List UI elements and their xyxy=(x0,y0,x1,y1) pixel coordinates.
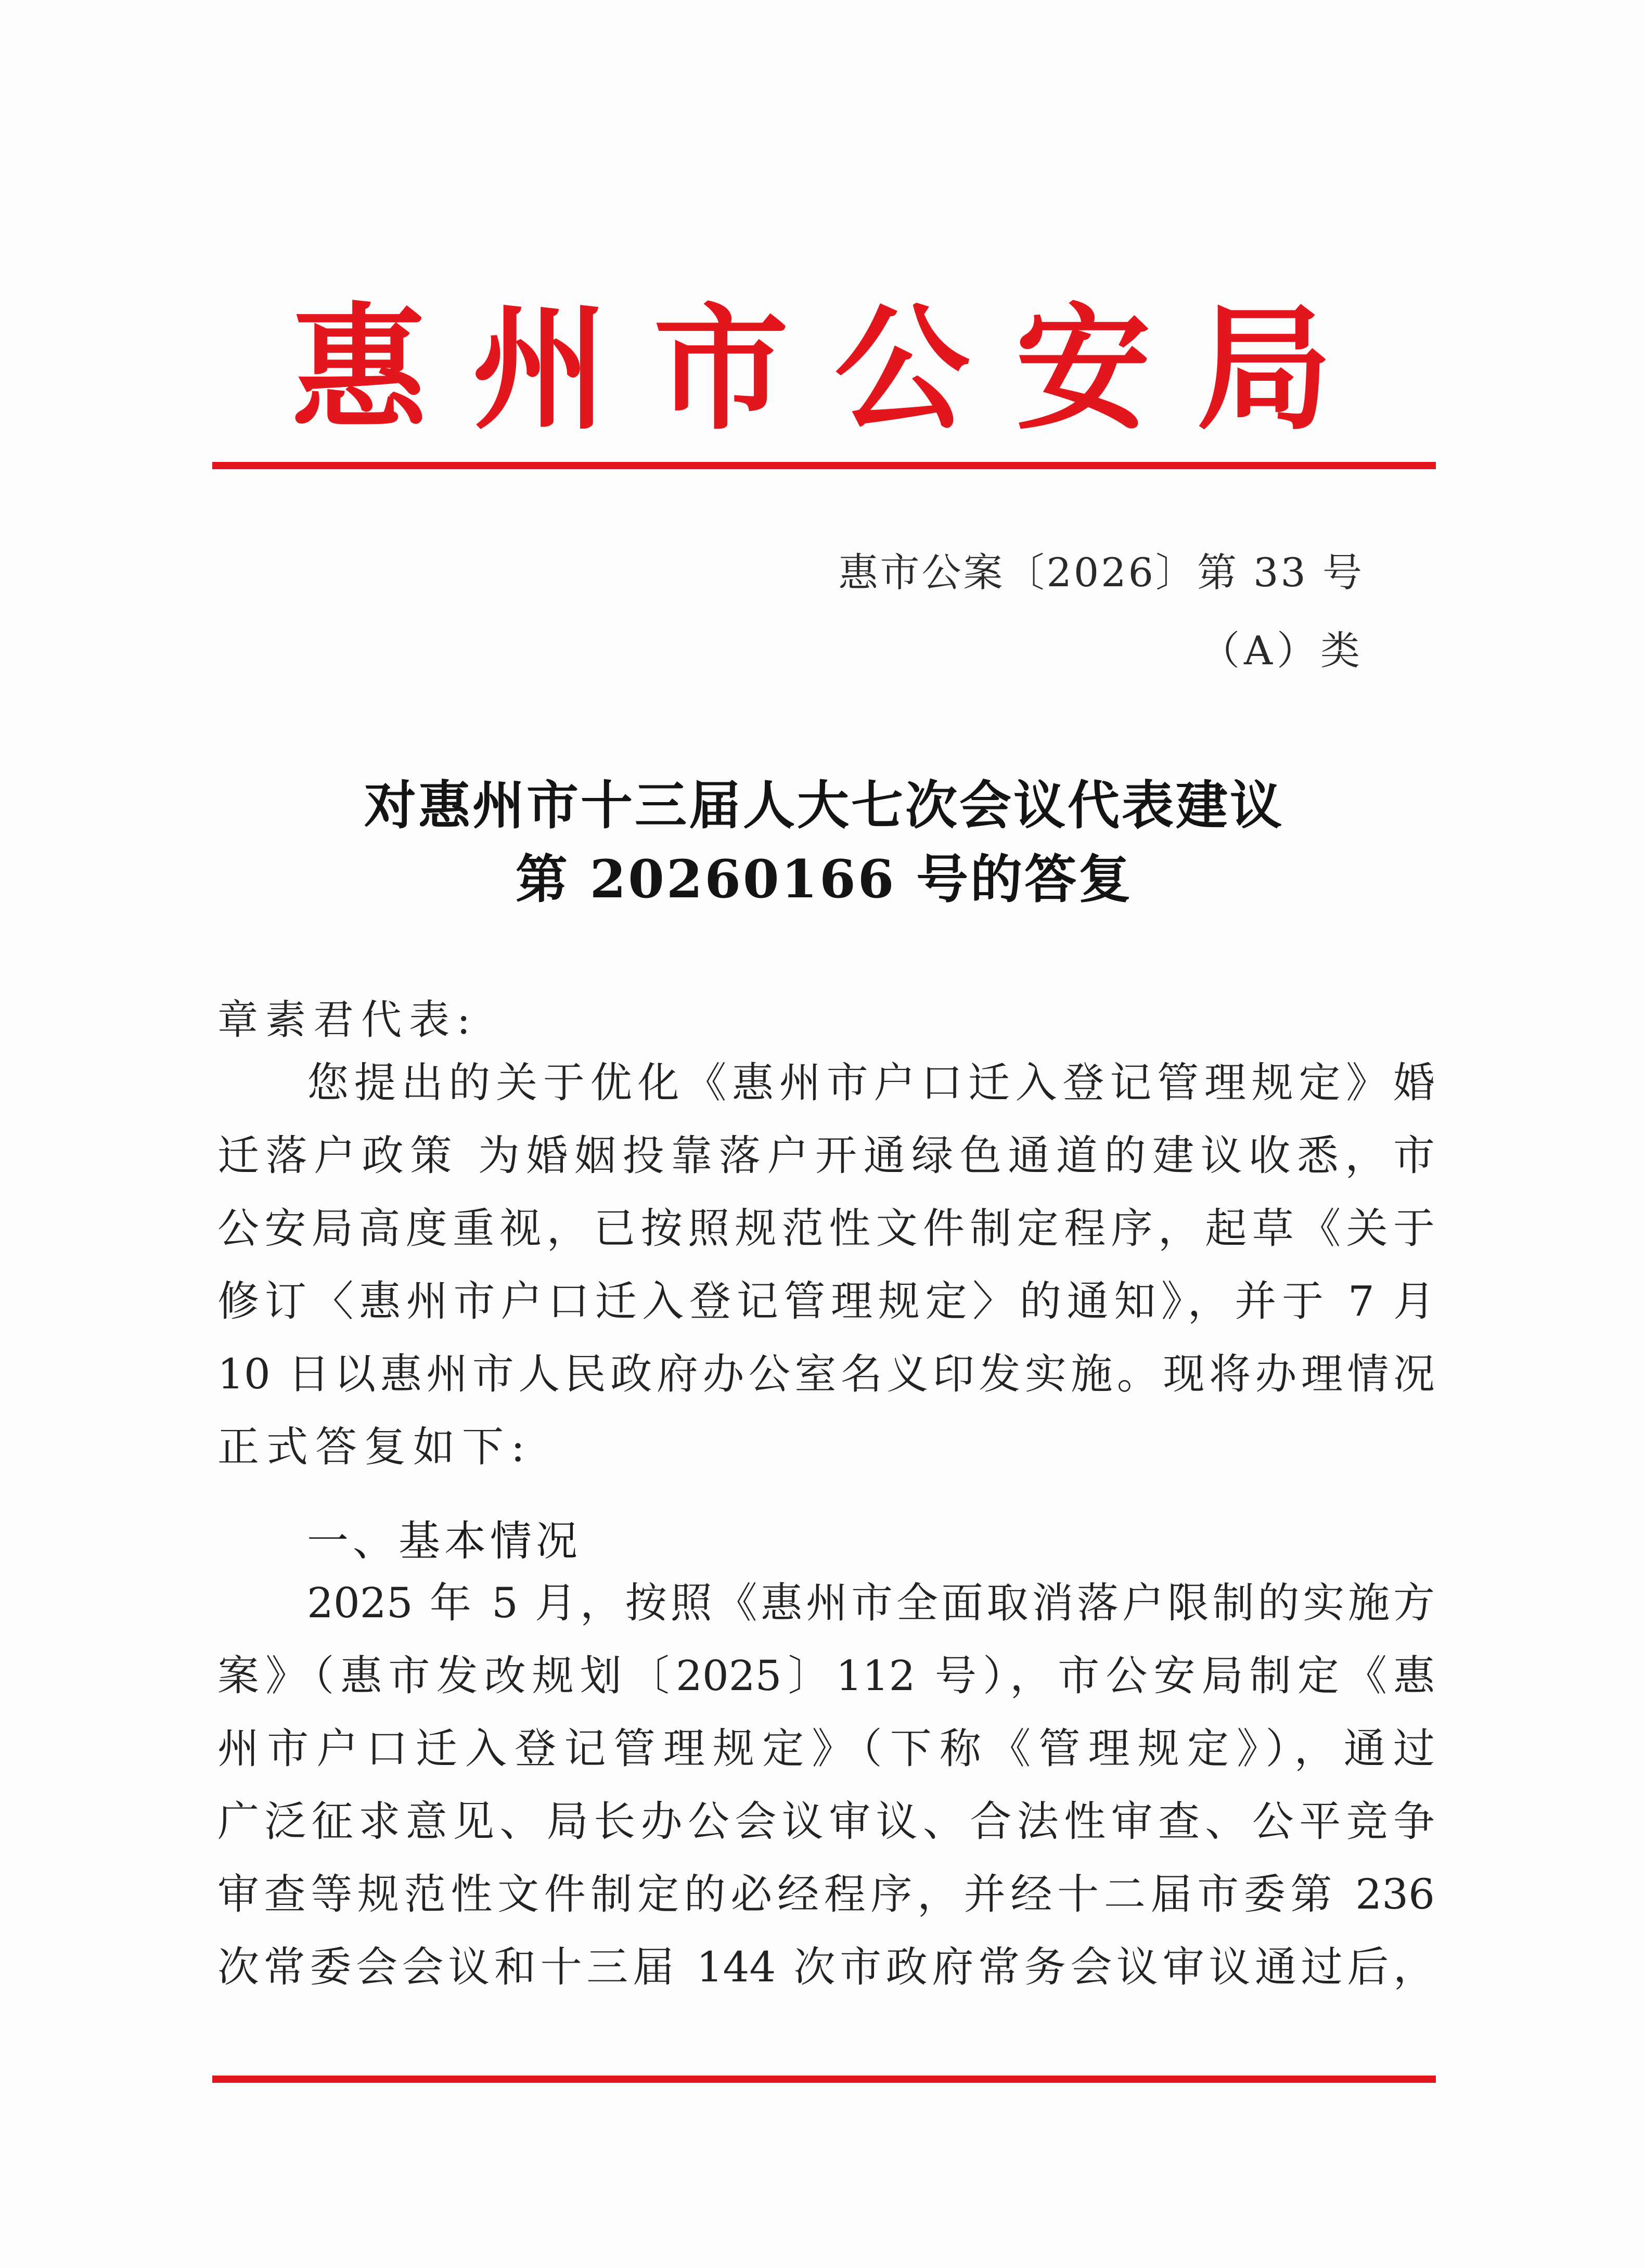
body-paragraph-line: 修订〈惠州市户口迁入登记管理规定〉的通知》，并于 7 月 xyxy=(217,1277,1435,1325)
body-paragraph-line: 公安局高度重视，已按照规范性文件制定程序，起草《关于 xyxy=(217,1204,1435,1253)
issuer-heading xyxy=(291,291,1332,447)
footer-red-divider xyxy=(212,2076,1436,2083)
section-paragraph-line: 案》（惠市发改规划〔2025〕112 号），市公安局制定《惠 xyxy=(217,1652,1435,1700)
body-paragraph-line: 您提出的关于优化《惠州市户口迁入登记管理规定》婚 xyxy=(307,1059,1435,1107)
section-paragraph-line: 州市户口迁入登记管理规定》（下称《管理规定》），通过 xyxy=(217,1724,1435,1773)
issuer-char: 公 xyxy=(834,290,970,448)
header-red-divider xyxy=(212,462,1436,469)
document-title-line-2: 第 20260166 号的答复 xyxy=(515,848,1133,910)
document-number: 惠市公案〔2026〕第 33 号 xyxy=(838,549,1364,596)
section-paragraph-line: 审查等规范性文件制定的必经程序，并经十二届市委第 236 xyxy=(217,1870,1435,1918)
document-class: （A）类 xyxy=(1200,627,1364,674)
issuer-char: 安 xyxy=(1016,290,1151,448)
issuer-char: 市 xyxy=(653,290,789,448)
issuer-char: 州 xyxy=(472,290,608,448)
document-title-line-1: 对惠州市十三届人大七次会议代表建议 xyxy=(364,775,1284,836)
body-paragraph-line: 10 日以惠州市人民政府办公室名义印发实施。现将办理情况 xyxy=(217,1350,1435,1398)
body-paragraph-line: 迁落户政策 为婚姻投靠落户开通绿色通道的建议收悉，市 xyxy=(217,1131,1435,1180)
issuer-char: 惠 xyxy=(291,290,427,448)
body-paragraph-line: 正式答复如下: xyxy=(217,1423,532,1471)
salutation: 章素君代表: xyxy=(217,997,478,1043)
section-paragraph-line: 次常委会会议和十三届 144 次市政府常务会议审议通过后， xyxy=(217,1943,1435,1991)
section-heading: 一、基本情况 xyxy=(307,1517,582,1565)
section-paragraph-line: 2025 年 5 月，按照《惠州市全面取消落户限制的实施方 xyxy=(307,1579,1435,1627)
section-paragraph-line: 广泛征求意见、局长办公会议审议、合法性审查、公平竞争 xyxy=(217,1797,1435,1846)
issuer-char: 局 xyxy=(1197,290,1332,448)
